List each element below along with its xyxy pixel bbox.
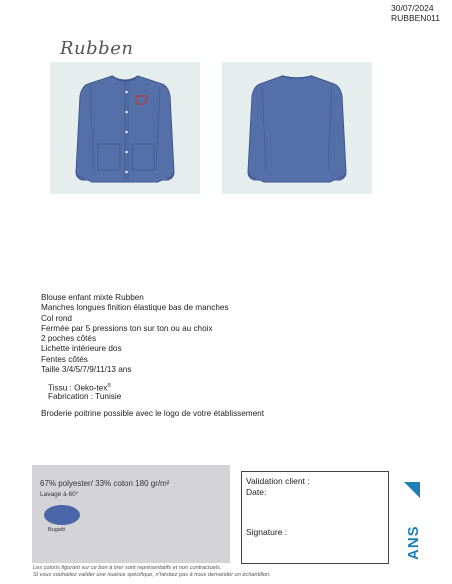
document-date: 30/07/2024 [391, 3, 434, 13]
garment-front-view [50, 62, 200, 194]
description-line: Fermée par 5 pressions ton sur ton ou au choix [41, 323, 213, 333]
description-line: Taille 3/4/5/7/9/11/13 ans [41, 365, 132, 375]
swatch-color-name: Bugatti [48, 527, 66, 533]
fabric-info-box [32, 465, 230, 563]
footnote-line-2: Si vous souhaitez valider une nuance spécifique, n'hésitez pas à nous demander un échantillon. [33, 572, 271, 578]
color-swatch [44, 505, 80, 525]
validation-title: Validation client : [246, 476, 310, 486]
description-line: Blouse enfant mixte Rubben [41, 293, 144, 302]
svg-text:ANS: ANS [405, 525, 422, 560]
company-logo [400, 480, 422, 562]
product-description [41, 293, 229, 375]
tissu-label: Tissu : Oeko-tex [48, 383, 108, 393]
document-reference: RUBBEN011 [391, 13, 440, 23]
back-blouse-illustration [222, 62, 372, 194]
model-name: Rubben [60, 38, 134, 59]
washing-instructions: Lavage à 60° [40, 491, 79, 498]
footnote-line-1: Les coloris figurant sur ce bon à tirer sont représentatifs et non contractuels. [33, 565, 222, 571]
embroidery-note: Broderie poitrine possible avec le logo de votre établissement [41, 409, 265, 418]
fabrication-origin: Fabrication : Tunisie [48, 392, 122, 401]
description-line: 2 poches côtés [41, 334, 97, 344]
description-line: Manches longues finition élastique bas de manches [41, 303, 229, 313]
client-validation-box[interactable] [241, 471, 389, 564]
garment-back-view [222, 62, 372, 194]
registered-mark: ® [107, 383, 111, 389]
ans-logo-graphic [400, 480, 422, 562]
validation-signature-label: Signature : [246, 527, 288, 537]
description-line: Fentes côtés [41, 354, 88, 364]
footnote [33, 565, 271, 579]
description-line: Lichette intérieure dos [41, 344, 122, 354]
fabric-composition: 67% polyester/ 33% coton 180 gr/m² [40, 479, 170, 488]
description-line: Col rond [41, 313, 72, 323]
front-blouse-illustration [50, 62, 200, 194]
validation-date-label: Date: [246, 487, 267, 497]
header-meta [391, 3, 440, 23]
